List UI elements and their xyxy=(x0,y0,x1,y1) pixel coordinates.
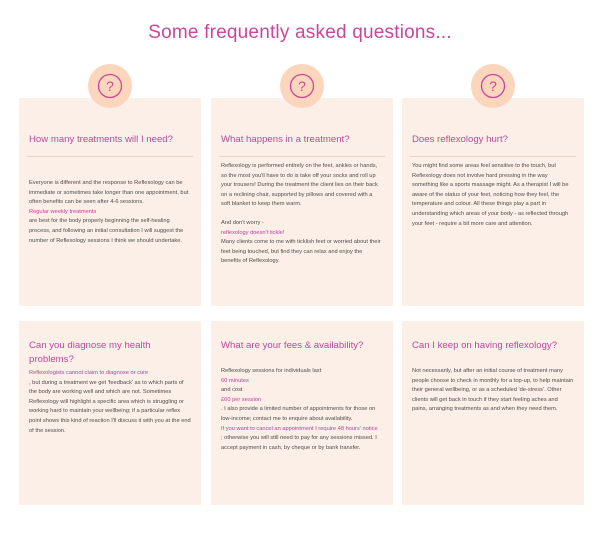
answer-text: Many clients come to me with ticklish feet or worried about their feet being touched, but find they can relax and enjoy the benefits of Reflexology. xyxy=(221,239,381,265)
answer-text: Reflexology sessions for individuals last xyxy=(221,368,322,374)
answer-highlight: reflexology doesn't tickle! xyxy=(221,229,285,236)
answer-text: And don't worry - xyxy=(221,219,264,226)
answer-text: Reflexology is performed entirely on the feet, ankles or hands, so the most you'll have to do is take off your socks and roll up your trousers! During the treatment the client lies on their back on a reclining chair, supported by pillows and covered with a soft blanket to keep them warm. xyxy=(221,163,378,208)
divider xyxy=(219,156,385,157)
svg-text:?: ? xyxy=(489,78,497,94)
question-mark-icon xyxy=(280,64,324,108)
faq-question: Can you diagnose my health problems? xyxy=(29,340,151,365)
answer-text: are best for the body properly beginning the self-healing process, and following an initial consultation I will suggest the number of Reflexology sessions I think we should undertake. xyxy=(29,218,184,244)
answer-highlight: £60 per session xyxy=(221,396,262,403)
faq-answer xyxy=(221,367,383,453)
answer-text: , but during a treatment we get 'feedback' as to which parts of the body are working well and which are not. Sometimes Reflexology will highlight a specific area which is struggling or working hard to maintain your wellbeing; if a particular reflex point shows this kind of reaction I'll discuss it with you at the end of the session. xyxy=(29,379,191,434)
answer-highlight: Regular weekly treatments xyxy=(29,208,97,215)
answer-text: . I also provide a limited number of appointments for those on low-income; contact me to enquire about availability. xyxy=(221,406,376,422)
faq-answer xyxy=(412,367,574,415)
answer-spacer xyxy=(221,210,383,219)
answer-text: Everyone is different and the response to Reflexology can be immediate or sometimes take longer than one appointment, but often benefits can be seen after 4-6 sessions. xyxy=(29,180,189,206)
question-mark-icon xyxy=(471,64,515,108)
faq-card xyxy=(211,78,393,306)
answer-text: and cost xyxy=(221,387,243,394)
faq-question: How many treatments will I need? xyxy=(29,134,173,145)
faq-question: What happens in a treatment? xyxy=(221,134,350,145)
faq-answer xyxy=(221,162,383,267)
question-mark-icon xyxy=(88,64,132,108)
faq-question: Can I keep on having reflexology? xyxy=(412,340,558,351)
faq-answer xyxy=(29,369,191,436)
faq-answer xyxy=(29,179,191,246)
svg-text:?: ? xyxy=(106,78,114,94)
answer-text: You might find some areas feel sensitive to the touch, but Reflexology does not involve hard pressing in the way something like a sports massage might. As a therapist I will be aware of the status of your feet, noticing how they feel, the temperature and colour. All these things play a part in understanding which areas of your body - as reflected through your feet - require a bit more care and attention. xyxy=(412,163,569,227)
faq-question: Does reflexology hurt? xyxy=(412,134,508,145)
answer-text: ; otherwise you will still need to pay for any sessions missed. I accept payment in cash, by cheque or by bank transfer. xyxy=(221,435,377,451)
svg-text:?: ? xyxy=(298,78,306,94)
answer-highlight: If you want to cancel an appointment I require 48 hours' notice xyxy=(221,425,378,432)
answer-highlight: 60 minutes xyxy=(221,377,249,384)
answer-text: Not necessarily, but after an initial course of treatment many people choose to check in monthly for a top-up, to help maintain their general wellbeing, or as a scheduled 'de-stress'. Other clients will get back in touch if they start feeling aches and pains, arranging treatments as and when they need them. xyxy=(412,368,574,413)
faq-question: What are your fees & availability? xyxy=(221,340,364,351)
divider xyxy=(410,156,576,157)
faq-card xyxy=(402,321,584,505)
answer-highlight: Reflexologists cannot claim to diagnose or cure xyxy=(29,370,149,376)
divider xyxy=(27,156,193,157)
page-title: Some frequently asked questions... xyxy=(148,22,452,43)
faq-answer xyxy=(412,162,574,229)
faq-card xyxy=(19,78,201,306)
faq-card xyxy=(402,78,584,306)
faq-card xyxy=(211,321,393,505)
faq-card xyxy=(19,321,201,505)
